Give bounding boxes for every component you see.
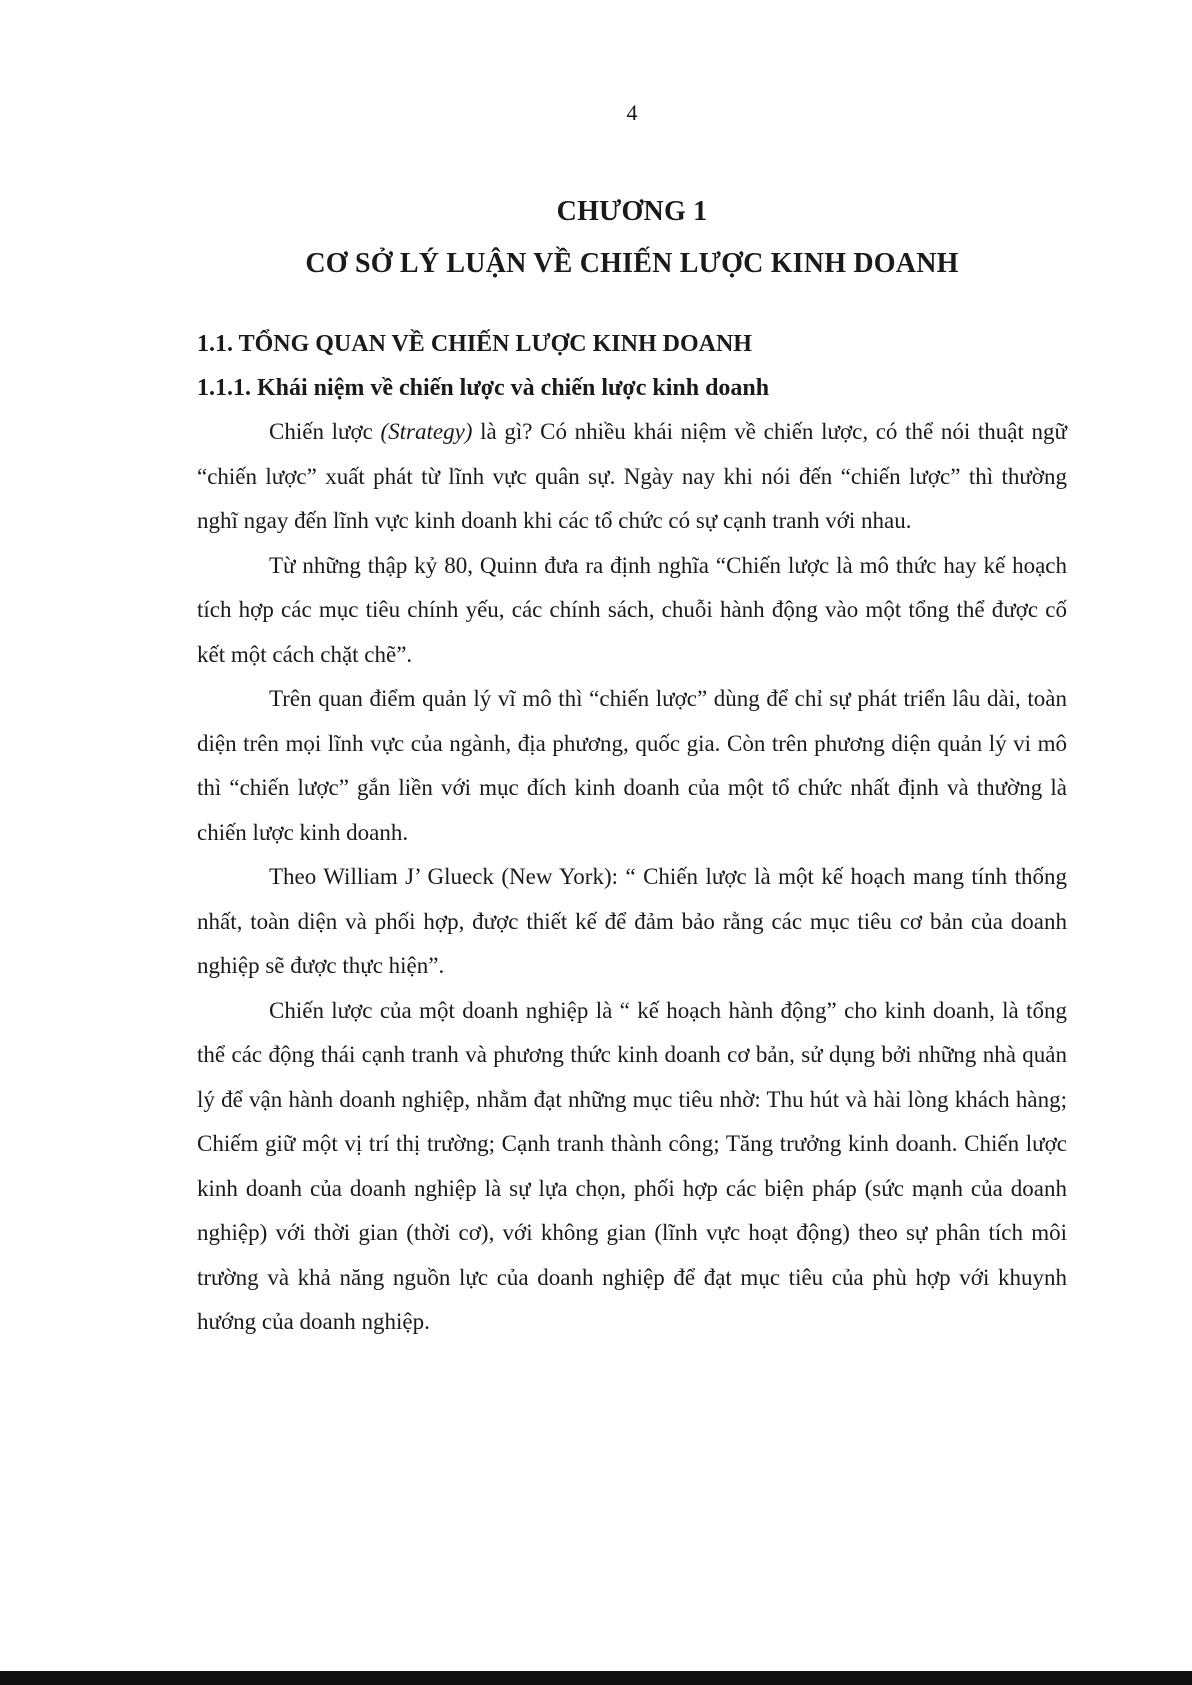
page-bottom-border	[0, 1671, 1192, 1685]
subsection-heading: 1.1.1. Khái niệm về chiến lược và chiến lược kinh doanh	[197, 375, 770, 401]
page-number: 4	[626, 100, 638, 125]
paragraph-glueck-definition: Theo William J’ Glueck (New York): “ Chiến lược là một kế hoạch mang tính thống nhất, toàn diện và phối hợp, được thiết kế để đảm bảo rằng các mục tiêu cơ bản của doanh nghiệp sẽ được thực hiện”.	[197, 864, 1067, 978]
section-heading: 1.1. TỔNG QUAN VỀ CHIẾN LƯỢC KINH DOANH	[197, 331, 752, 357]
emphasis-term: (Strategy)	[380, 419, 473, 444]
chapter-title: CHƯƠNG 1	[556, 196, 708, 227]
paragraph-text: là gì? Có nhiều khái niệm về chiến lược, có thể nói thuật ngữ “chiến lược” xuất phát từ lĩnh vực quân sự. Ngày nay khi nói đến “chiến lược” thì thường nghĩ ngay đến lĩnh vực kinh doanh khi các tổ chức có sự cạnh tranh với nhau.	[197, 419, 1067, 533]
paragraph-text: Chiến lược	[269, 419, 381, 444]
document-body	[197, 326, 1067, 1345]
paragraph-strategy-definition	[197, 410, 1067, 544]
paragraph-business-strategy: Chiến lược của một doanh nghiệp là “ kế hoạch hành động” cho kinh doanh, là tổng thể các động thái cạnh tranh và phương thức kinh doanh cơ bản, sử dụng bởi những nhà quản lý để vận hành doanh nghiệp, nhằm đạt những mục tiêu nhờ: Thu hút và hài lòng khách hàng; Chiếm giữ một vị trí thị trường; Cạnh tranh thành công; Tăng trưởng kinh doanh. Chiến lược kinh doanh của doanh nghiệp là sự lựa chọn, phối hợp các biện pháp (sức mạnh của doanh nghiệp) với thời gian (thời cơ), với không gian (lĩnh vực hoạt động) theo sự phân tích môi trường và khả năng nguồn lực của doanh nghiệp để đạt mục tiêu của phù hợp với khuynh hướng của doanh nghiệp.	[197, 997, 1067, 1334]
chapter-subtitle: CƠ SỞ LÝ LUẬN VỀ CHIẾN LƯỢC KINH DOANH	[305, 248, 959, 279]
paragraph-macro-micro: Trên quan điểm quản lý vĩ mô thì “chiến lược” dùng để chỉ sự phát triển lâu dài, toàn diện trên mọi lĩnh vực của ngành, địa phương, quốc gia. Còn trên phương diện quản lý vi mô thì “chiến lược” gắn liền với mục đích kinh doanh của một tổ chức nhất định và thường là chiến lược kinh doanh.	[197, 686, 1067, 845]
paragraph-quinn-definition: Từ những thập kỷ 80, Quinn đưa ra định nghĩa “Chiến lược là mô thức hay kế hoạch tích hợp các mục tiêu chính yếu, các chính sách, chuỗi hành động vào một tổng thể được cố kết một cách chặt chẽ”.	[197, 552, 1067, 667]
